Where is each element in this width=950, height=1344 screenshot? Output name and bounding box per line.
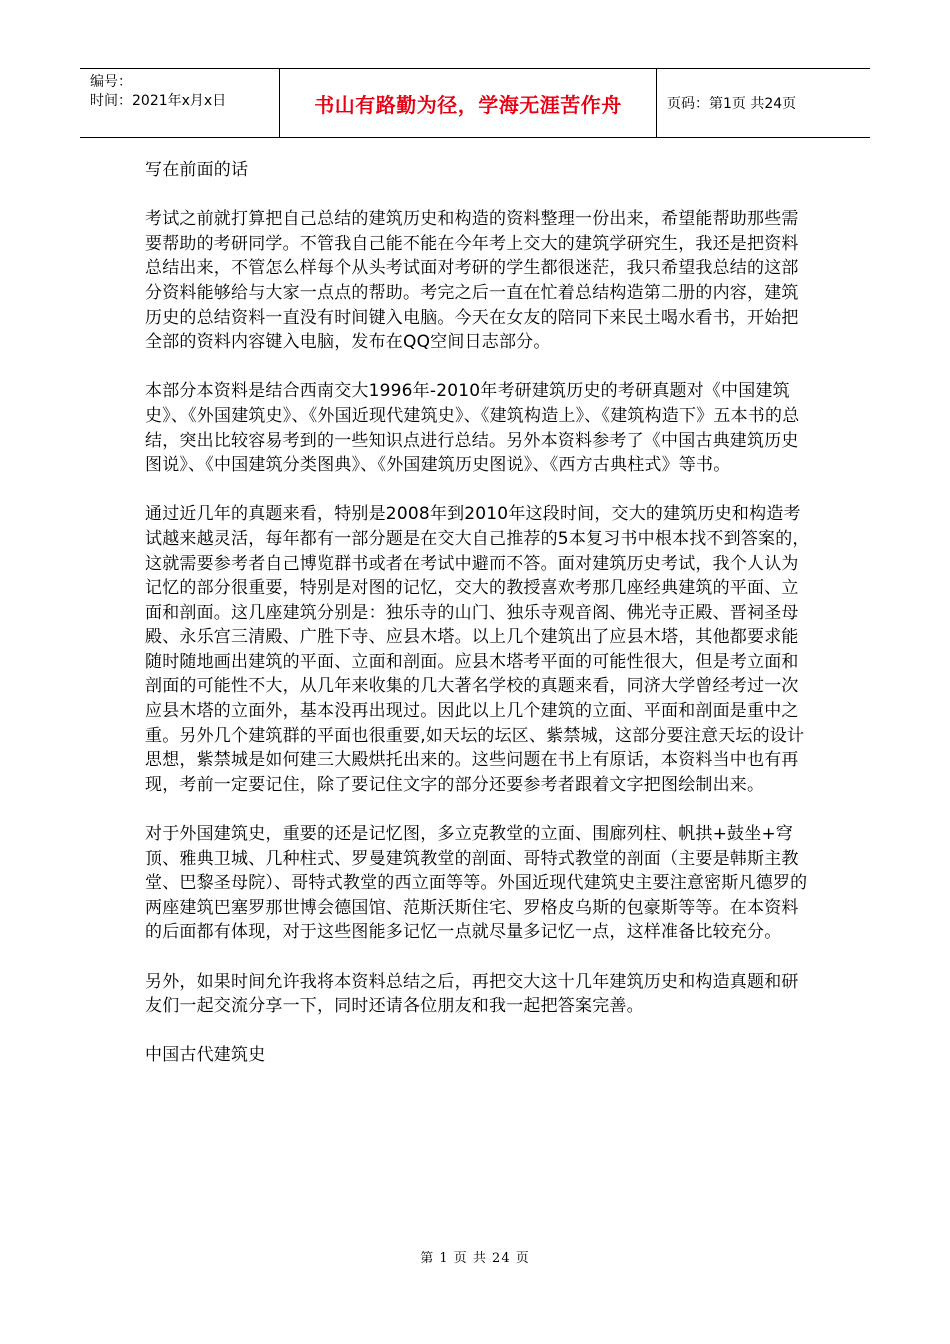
paragraph: 本部分本资料是结合西南交大1996年-2010年考研建筑历史的考研真题对《中国建筑史》、《外国建筑史》、《外国近现代建筑史》、《建筑构造上》、《建筑构造下》五本书的总结，突出比较容易考到的一些知识点进行总结。另外本资料参考了《中国古典建筑历史图说》、《中国建筑分类图典》、《外国建筑历史图说》、《西方古典柱式》等书。	[145, 381, 800, 476]
paragraph: 对于外国建筑史，重要的还是记忆图，多立克教堂的立面、围廊列柱、帆拱+鼓坐+穹顶、雅典卫城、几种柱式、罗曼建筑教堂的剖面、哥特式教堂的剖面（主要是韩斯主教堂、巴黎圣母院）、哥特式教堂的西立面等等。外国近现代建筑史主要注意密斯凡德罗的两座建筑巴塞罗那世博会德国馆、范斯沃斯住宅、罗格皮乌斯的包豪斯等等。在本资料的后面都有体现，对于这些图能多记忆一点就尽量多记忆一点，这样准备比较充分。	[145, 824, 808, 943]
intro-heading: 写在前面的话	[145, 160, 249, 180]
paragraph: 另外，如果时间允许我将本资料总结之后，再把交大这十几年建筑历史和构造真题和研友们一起交流分享一下，同时还请各位朋友和我一起把答案完善。	[145, 971, 799, 1017]
document-body	[145, 158, 813, 1093]
header-motto: 书山有路勤为径，学海无涯苦作舟	[280, 69, 657, 137]
page-footer: 第 1 页 共 24 页	[420, 1251, 530, 1266]
section-title: 中国古代建筑史	[145, 1045, 266, 1066]
number-label: 编号：	[90, 74, 132, 90]
paragraph: 通过近几年的真题来看，特别是2008年到2010年这段时间，交大的建筑历史和构造考试越来越灵活，每年都有一部分题是在交大自己推荐的5本复习书中根本找不到答案的，这就需要参考者自己博览群书或者在考试中避而不答。面对建筑历史考试，我个人认为记忆的部分很重要，特别是对图的记忆，交大的教授喜欢考那几座经典建筑的平面、立面和剖面。这几座建筑分别是：独乐寺的山门、独乐寺观音阁、佛光寺正殿、晋祠圣母殿、永乐宫三清殿、广胜下寺、应县木塔。以上几个建筑出了应县木塔，其他都要求能随时随地画出建筑的平面、立面和剖面。应县木塔考平面的可能性很大，但是考立面和剖面的可能性不大，从几年来收集的几大著名学校的真题来看，同济大学曾经考过一次应县木塔的立面外，基本没再出现过。因此以上几个建筑的立面、平面和剖面是重中之重。另外几个建筑群的平面也很重要,如天坛的坛区、紫禁城，这部分要注意天坛的设计思想，紫禁城是如何建三大殿烘托出来的。这些问题在书上有原话，本资料当中也有再现，考前一定要记住，除了要记住文字的部分还要参考者跟着文字把图绘制出来。	[145, 504, 810, 795]
page-header	[80, 68, 870, 138]
paragraph: 考试之前就打算把自己总结的建筑历史和构造的资料整理一份出来，希望能帮助那些需要帮助的考研同学。不管我自己能不能在今年考上交大的建筑学研究生，我还是把资料总结出来，不管怎么样每个从头考试面对考研的学生都很迷茫，我只希望我总结的这部分资料能够给与大家一点点的帮助。考完之后一直在忙着总结构造第二册的内容，建筑历史的总结资料一直没有时间键入电脑。今天在女友的陪同下来民土喝水看书，开始把全部的资料内容键入电脑，发布在QQ空间日志部分。	[145, 209, 799, 353]
time-label: 时间：2021年x月x日	[90, 93, 227, 109]
header-meta	[80, 69, 280, 137]
header-page-number: 页码：第1页 共24页	[667, 96, 797, 112]
